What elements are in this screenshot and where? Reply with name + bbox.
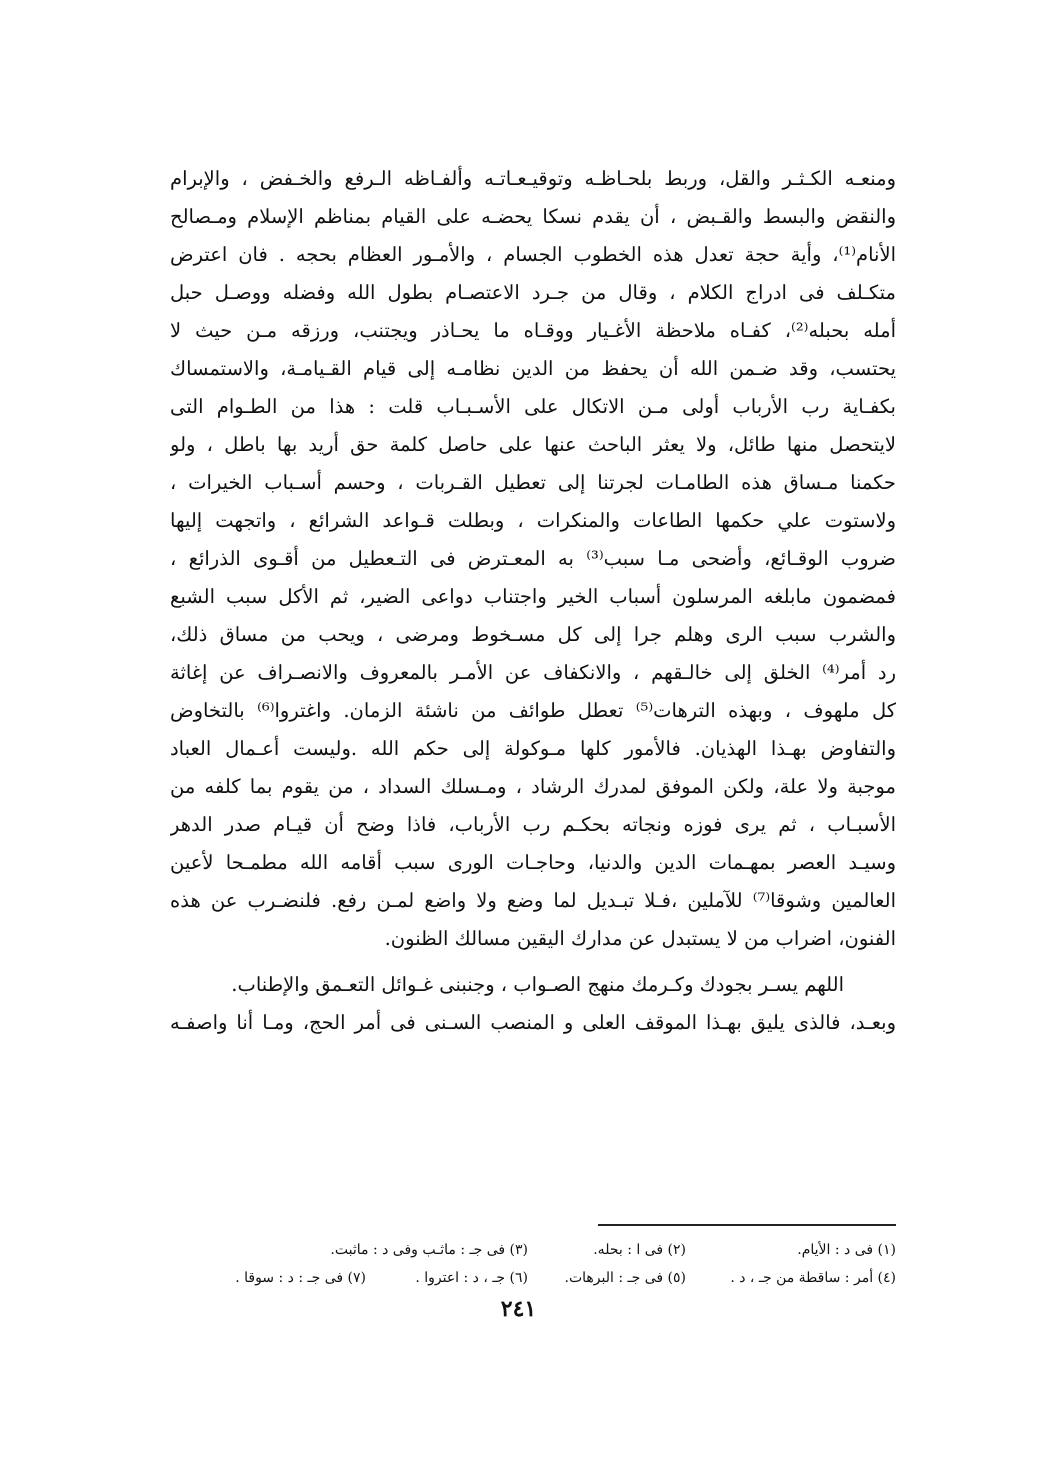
text-line-14: رد أمر⁽⁴⁾ الخلق إلى خالـقهم ، والانكفاف عن الأمـر بالمعروف والانصـراف عن إغاثة [170, 661, 896, 684]
text-line-2: والنقض والبسط والقـبض ، أن يقدم نسكا يحضـه على القيام بمناظم الإسلام ومـصالح [170, 205, 896, 228]
text-line-16: والتفاوض بهـذا الهذيان. فالأمور كلها مـوكولة إلى حكم الله .وليست أعـمال العباد [170, 737, 896, 760]
text-line-7: بكفـاية رب الأرباب أولى مـن الاتكال على الأسـبـاب قلت : هذا من الطـوام التى [170, 395, 896, 418]
text-line-6: يحتسب، وقد ضـمن الله أن يحفظ من الدين نظامـه إلى قيام القـيامـة، والاستمساك [170, 357, 896, 380]
text-line-8: لايتحصل منها طائل، ولا يعثر الباحث عنها على حاصل كلمة حق أريد بها باطل ، ولو [170, 433, 896, 456]
text-line-15: كل ملهوف ، وبهذه الترهات⁽⁵⁾ تعطل طوائف من ناشئة الزمان. واغتروا⁽⁶⁾ بالتخاوض [170, 699, 896, 722]
text-line-12: فمضمون مابلغه المرسلون أسباب الخير واجتناب دواعى الضير، ثم الأكل سبب الشبع [170, 585, 896, 608]
text-line-17: موجبة ولا علة، ولكن الموفق لمدرك الرشاد ، ومـسلك السداد ، من يقوم بما كلفه من [170, 775, 896, 798]
footnote-4: (٤) أمر : ساقطة من جـ ، د . [730, 1270, 896, 1286]
text-line-4: متكـلف فى ادراج الكلام ، وقال من جـرد الاعتصـام بطول الله وفضله ووصـل حبل [170, 281, 896, 304]
text-line-9: حكمنا مـساق هذه الطامـات لجرتنا إلى تعطيل القـربات ، وحسم أسـباب الخيرات ، [170, 471, 896, 494]
closing-paragraph: وبعـد، فالذى يليق بهـذا الموقف العلى و المنصب السـنى فى أمر الحج، ومـا أنا واصفـه [170, 1011, 896, 1034]
text-line-20: العالمين وشوقا⁽⁷⁾ للآملين ،فـلا تبـديل لما وضع ولا واضع لمـن رفع. فلنضـرب عن هذه [170, 889, 896, 912]
footnote-3: (٣) فى جـ : ماثـب وفى د : ماثبت. [330, 1242, 528, 1258]
text-line-19: وسيـد العصر بمهـمات الدين والدنيا، وحاجـات الورى سبب أقامه الله مطمـحا لأعين [170, 851, 896, 874]
text-line-10: ولاستوت علي حكمها الطاعات والمنكرات ، وبطلت قـواعد الشرائع ، واتجهت إليها [170, 509, 896, 532]
text-line-5: أمله بحبله⁽²⁾، كفـاه ملاحظة الأغـيار ووقـاه ما يحـاذر ويجتنب، ورزقه مـن حيث لا [170, 319, 896, 342]
page-number: ٢٤١ [500, 1296, 537, 1322]
text-line-13: والشرب سبب الرى وهلم جرا إلى كل مسـخوط ومرضى ، ويحب من مساق ذلك، [170, 623, 896, 646]
paragraph-gap [170, 958, 896, 966]
main-text [170, 160, 896, 1042]
text-line-21: الفنون، اضراب من لا يستبدل عن مدارك اليقين مسالك الظنون. [384, 927, 896, 950]
footnote-5: (٥) فى جـ : البرهات. [564, 1270, 686, 1286]
footnotes [170, 1236, 896, 1292]
footnote-2: (٢) فى ا : بحله. [593, 1242, 686, 1258]
prayer-paragraph: اللهم يسـر بجودك وكـرمك منهج الصـواب ، وجنبنى غـوائل التعـمق والإطناب. [231, 973, 844, 996]
text-line-11: ضروب الوقـائع، وأضحى مـا سبب⁽³⁾ به المعـترض فى التـعطيل من أقـوى الذرائع ، [170, 547, 896, 570]
footnote-1: (١) فى د : الأيام. [797, 1242, 896, 1258]
footnote-row-1 [170, 1236, 896, 1264]
footnote-6: (٦) جـ ، د : اعتروا . [415, 1270, 528, 1286]
text-line-1: ومنعـه الكـثـر والقل، وربط بلحـاظـه وتوقيـعـاتـه وألفـاظه الـرفع والخـفض ، والإبرام [170, 167, 896, 190]
footnote-7: (٧) فى جـ : د : سوقا . [235, 1270, 366, 1286]
footnote-separator [598, 1224, 896, 1226]
footnote-row-2 [170, 1264, 896, 1292]
text-line-18: الأسبـاب ، ثم يرى فوزه ونجاته بحكـم رب الأرباب، فاذا وضح أن قيـام صدر الدهر [170, 813, 896, 836]
text-line-3: الأنام⁽¹⁾، وأية حجة تعدل هذه الخطوب الجسام ، والأمـور العظام بحجه . فان اعترض [170, 243, 896, 266]
